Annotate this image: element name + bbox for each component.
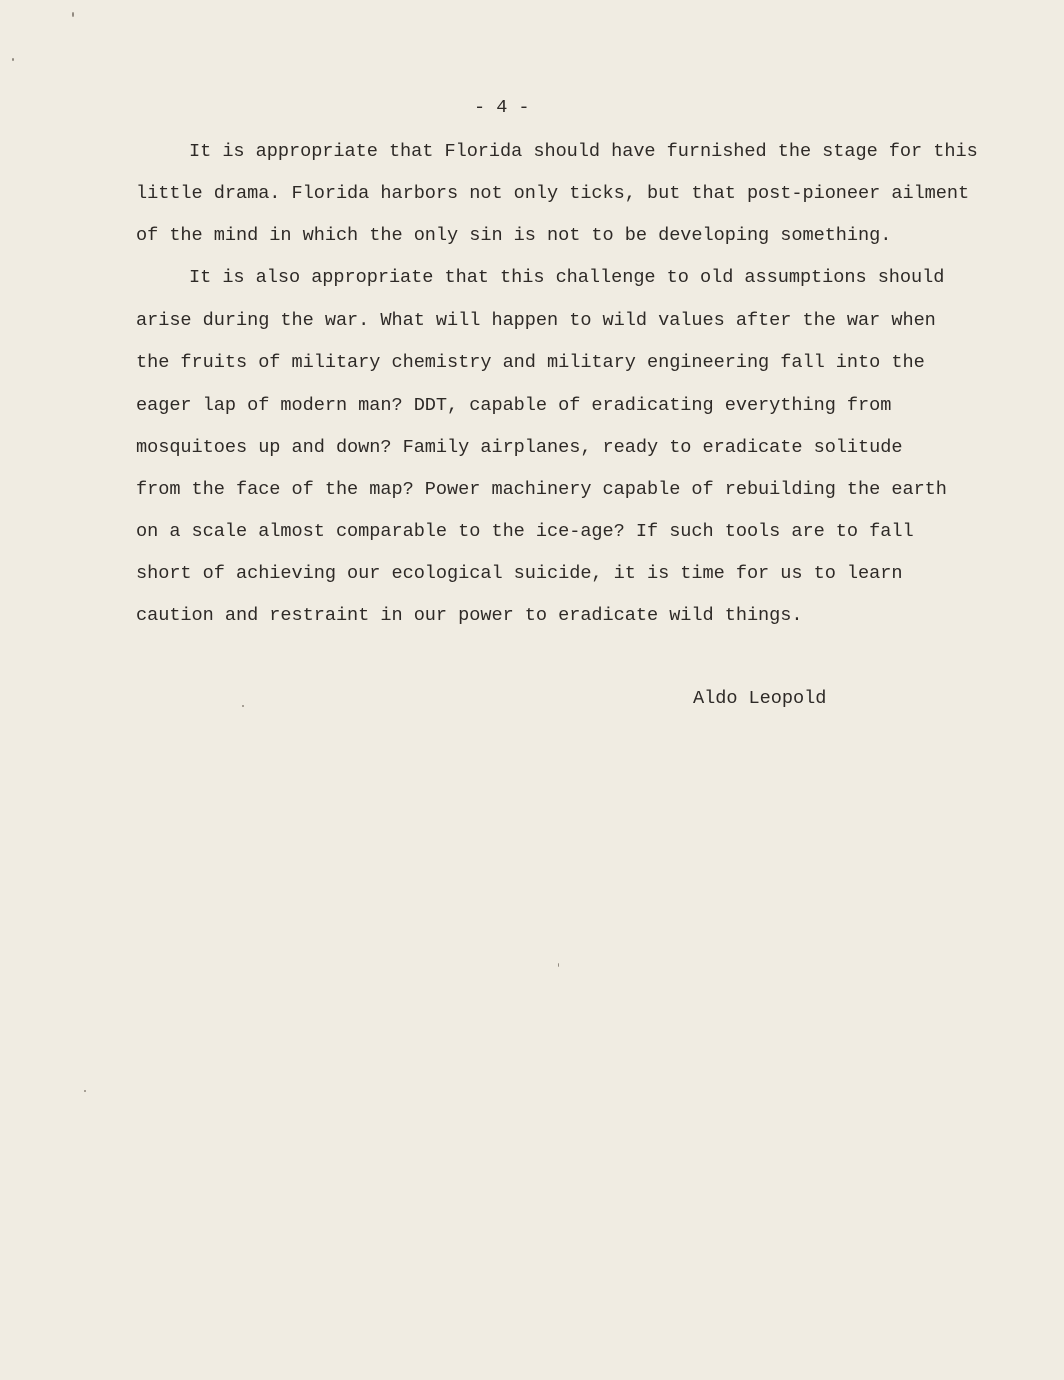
text-line: on a scale almost comparable to the ice-age? If such tools are to fall	[136, 521, 914, 542]
text-line: from the face of the map? Power machinery capable of rebuilding the earth	[136, 479, 947, 500]
text-line: caution and restraint in our power to eradicate wild things.	[136, 605, 803, 626]
text-line: little drama. Florida harbors not only ticks, but that post-pioneer ailment	[136, 183, 970, 204]
text-line: eager lap of modern man? DDT, capable of eradicating everything from	[136, 395, 892, 416]
page-number: - 4 -	[474, 97, 530, 118]
paper-speck	[242, 705, 244, 707]
paper-speck	[72, 12, 74, 17]
text-line: It is also appropriate that this challenge to old assumptions should	[189, 267, 945, 288]
text-line: the fruits of military chemistry and military engineering fall into the	[136, 352, 925, 373]
text-line: mosquitoes up and down? Family airplanes, ready to eradicate solitude	[136, 437, 903, 458]
text-line: short of achieving our ecological suicide, it is time for us to learn	[136, 563, 903, 584]
text-line: of the mind in which the only sin is not to be developing something.	[136, 225, 892, 246]
signature: Aldo Leopold	[693, 688, 827, 709]
text-line: It is appropriate that Florida should have furnished the stage for this	[189, 141, 978, 162]
paper-speck	[84, 1090, 86, 1092]
paper-speck	[558, 963, 559, 967]
text-line: arise during the war. What will happen to wild values after the war when	[136, 310, 936, 331]
paper-speck	[12, 58, 14, 61]
